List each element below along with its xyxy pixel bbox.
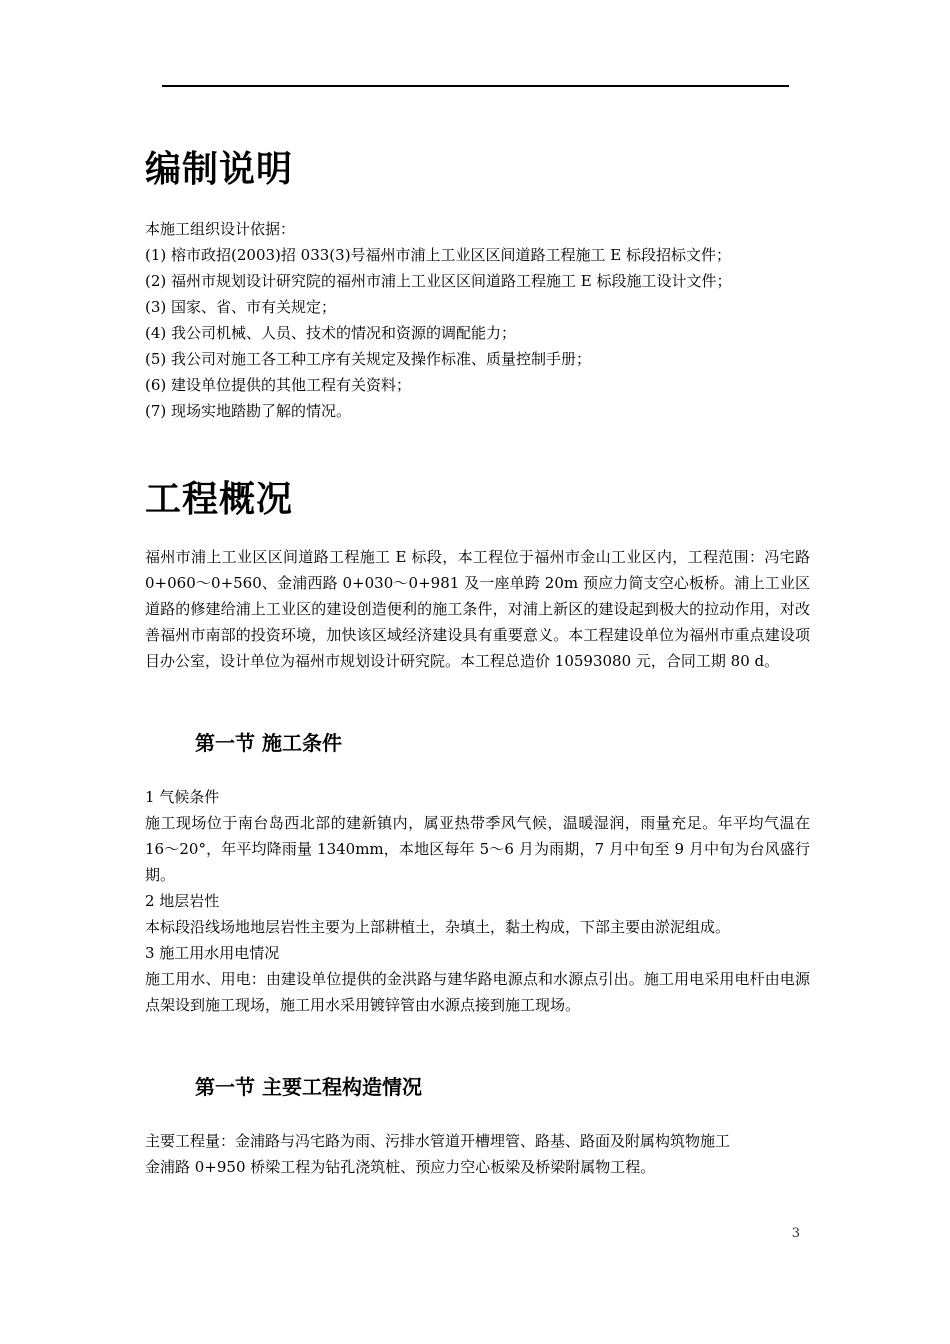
section-title-project-overview: 工程概况	[145, 479, 294, 520]
section-title-construction-conditions: 第一节 施工条件	[195, 731, 342, 755]
main-quantities-line: 主要工程量：金浦路与冯宅路为雨、污排水管道开槽埋管、路基、路面及附属构筑物施工	[145, 1132, 731, 1150]
basis-item-2: (2) 福州市规划设计研究院的福州市浦上工业区区间道路工程施工 E 标段施工设计文件；	[145, 272, 732, 290]
basis-item-6: (6) 建设单位提供的其他工程有关资料；	[145, 376, 412, 394]
project-overview-paragraph: 福州市浦上工业区区间道路工程施工 E 标段，本工程位于福州市金山工业区内，工程范围：冯宅路 0+060～0+560、金浦西路 0+030～0+981 及一座单跨 20m 预应力简支空心板桥。浦上工业区道路的修建给浦上工业区的建设创造便利的施工条件，对浦上新区的建设起到极大的拉动作用，对改善福州市南部的投资环境，加快该区域经济建设具有重要意义。本工程建设单位为福州市重点建设项目办公室，设计单位为福州市规划设计研究院。本工程总造价 10593080 元，合同工期 80 d。	[145, 548, 810, 670]
climate-heading: 1 气候条件	[145, 788, 220, 806]
utilities-text: 施工用水、用电：由建设单位提供的金洪路与建华路电源点和水源点引出。施工用电采用电杆由电源点架设到施工现场，施工用水采用镀锌管由水源点接到施工现场。	[145, 970, 810, 1014]
basis-intro: 本施工组织设计依据：	[145, 220, 296, 238]
header-rule	[162, 85, 789, 87]
section-title-compilation-notes: 编制说明	[145, 149, 294, 190]
climate-text: 施工现场位于南台岛西北部的建新镇内，属亚热带季风气候，温暖湿润，雨量充足。年平均气温在 16～20°，年平均降雨量 1340mm，本地区每年 5～6 月为雨期，7 月中旬至 9 月中旬为台风盛行期。	[145, 814, 810, 884]
bridge-works-line: 金浦路 0+950 桥梁工程为钻孔浇筑桩、预应力空心板梁及桥梁附属物工程。	[145, 1158, 656, 1176]
basis-item-3: (3) 国家、省、市有关规定；	[145, 298, 337, 316]
utilities-heading: 3 施工用水用电情况	[145, 944, 280, 962]
geology-text: 本标段沿线场地地层岩性主要为上部耕植土，杂填土，黏土构成，下部主要由淤泥组成。	[145, 918, 731, 936]
page-number: 3	[791, 1226, 800, 1241]
basis-item-4: (4) 我公司机械、人员、技术的情况和资源的调配能力；	[145, 324, 517, 342]
section-title-main-structures: 第一节 主要工程构造情况	[195, 1075, 422, 1099]
basis-item-1: (1) 榕市政招(2003)招 033(3)号福州市浦上工业区区间道路工程施工 E 标段招标文件；	[145, 246, 732, 264]
basis-list	[145, 242, 810, 424]
geology-heading: 2 地层岩性	[145, 892, 220, 910]
page-content	[145, 140, 810, 1180]
basis-item-5: (5) 我公司对施工各工种工序有关规定及操作标准、质量控制手册；	[145, 350, 592, 368]
basis-item-7: (7) 现场实地踏勘了解的情况。	[145, 402, 352, 420]
